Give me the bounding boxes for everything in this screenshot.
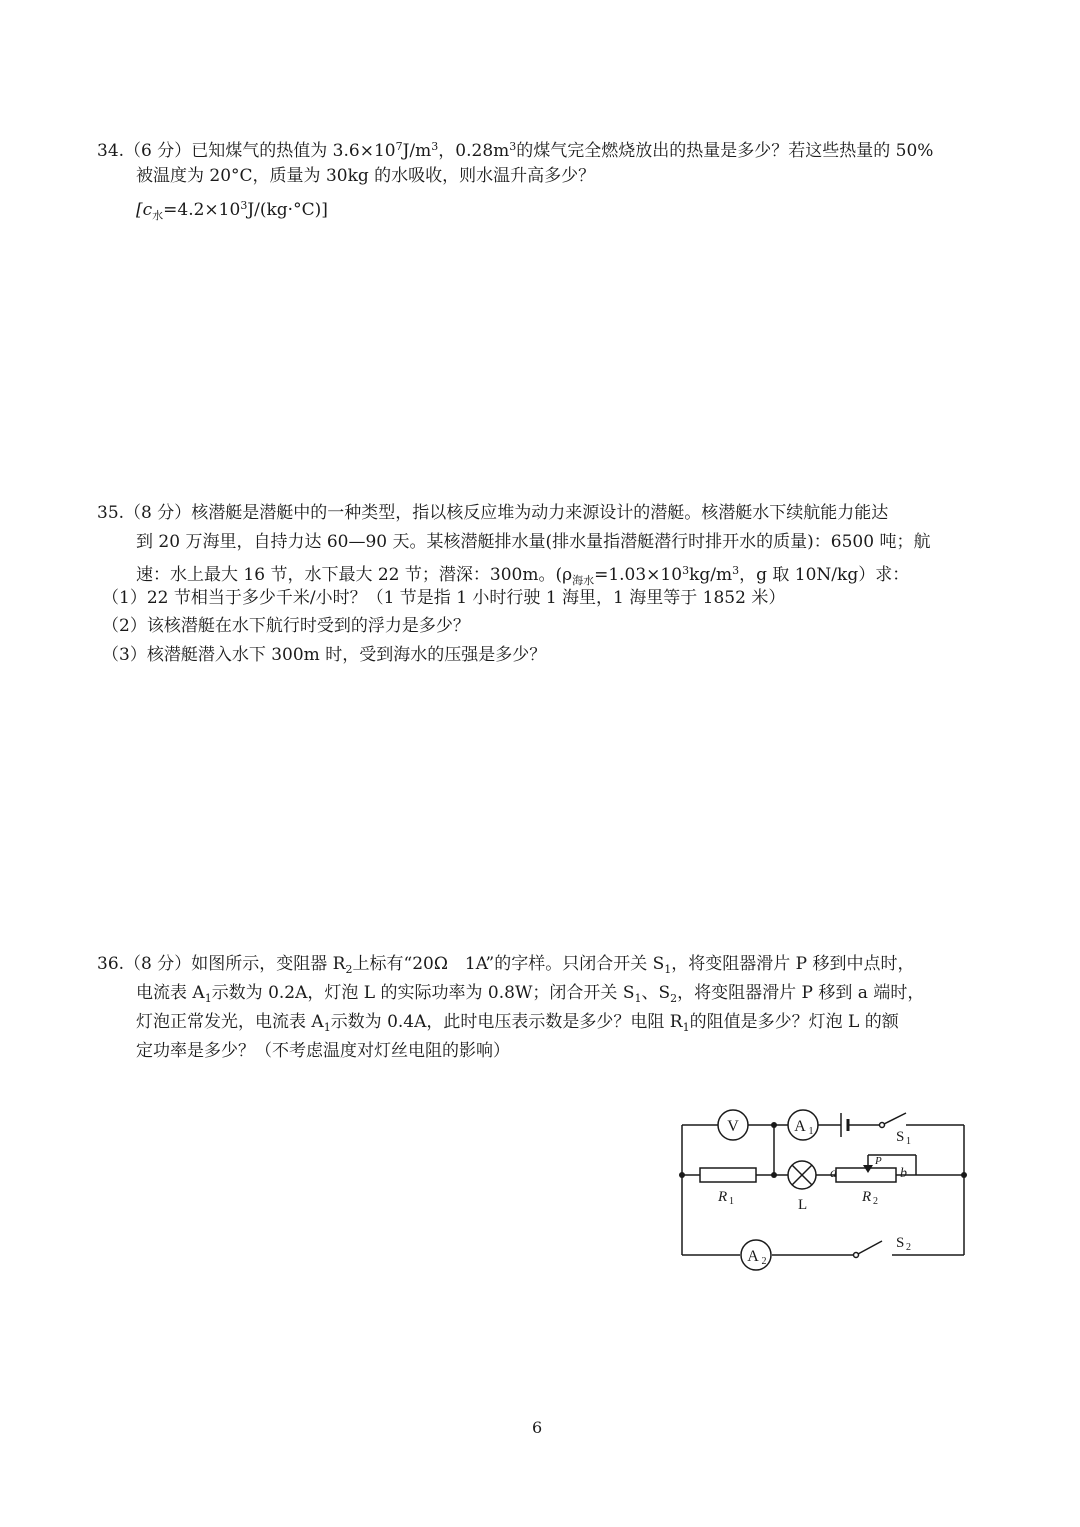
lamp-l: [788, 1161, 816, 1213]
q34-number: 34.: [97, 141, 125, 161]
svg-text:L: L: [798, 1197, 808, 1213]
svg-text:1: 1: [729, 1196, 734, 1207]
svg-text:V: V: [727, 1118, 739, 1135]
svg-text:A: A: [794, 1118, 806, 1135]
circuit-diagram: [670, 1105, 970, 1285]
ammeter-a2: [741, 1240, 771, 1270]
q34-line-1: 34.（6 分）已知煤气的热值为 $3.6\times 10^7J/m^3$，$0.28m^3$的煤气完全燃烧放出的热量是多少？若这些热量的 50%: [97, 140, 934, 161]
svg-text:2: 2: [873, 1196, 878, 1207]
svg-text:R: R: [862, 1189, 872, 1205]
q35-sub-2: （2）该核潜艇在水下航行时受到的浮力是多少？: [102, 616, 470, 636]
q35-sub-3: （3）核潜艇潜入水下 300m 时，受到海水的压强是多少？: [102, 645, 547, 665]
svg-text:S: S: [896, 1129, 905, 1145]
q35-score: （8 分）: [124, 503, 192, 523]
switch-s1: [880, 1113, 912, 1147]
q36-line-3: 灯泡正常发光，电流表 $A_1$示数为 0.4A，此时电压表示数是多少？电阻 $R_1$的阻值是多少？灯泡 L 的额: [136, 1012, 899, 1034]
q35-line-3: 速：水上最大 16 节，水下最大 22 节；潜深：300m。($\rho_{海水}=1.03\times 10^3kg/m^3$，g 取 10N/kg）求：: [136, 564, 910, 587]
q35-sub-1: （1）22 节相当于多少千米/小时？（1 节是指 1 小时行驶 1 海里，1 海里等于 1852 米）: [102, 588, 786, 608]
svg-text:S: S: [896, 1235, 905, 1251]
svg-text:a: a: [830, 1166, 837, 1181]
q35-line-1: 35.（8 分）核潜艇是潜艇中的一种类型，指以核反应堆为动力来源设计的潜艇。核潜艇水下续航能力能达: [97, 503, 889, 523]
svg-text:P: P: [875, 1155, 882, 1167]
q34-line-3: $[c_水=4.2\times 10^3J/(kg\cdot^\circ C)]$: [136, 199, 328, 222]
q36-line-2: 电流表 $A_1$示数为 0.2A，灯泡 L 的实际功率为 0.8W；闭合开关 $S_1$、$S_2$，将变阻器滑片 P 移到 a 端时，: [136, 983, 925, 1005]
voltmeter: [718, 1110, 748, 1140]
resistor-r1: [700, 1168, 756, 1207]
svg-text:1: 1: [808, 1126, 814, 1137]
svg-text:A: A: [747, 1248, 759, 1265]
q36-number: 36.: [97, 954, 125, 974]
q36-line-1: 36.（8 分）如图所示，变阻器 $R_2$上标有“20Ω 1A”的字样。只闭合开关 $S_1$，将变阻器滑片 P 移到中点时，: [97, 954, 915, 976]
page-number: 6: [532, 1418, 543, 1437]
q36-score: （8 分）: [124, 954, 192, 974]
q34-score: （6 分）: [124, 141, 192, 161]
battery: [841, 1113, 848, 1137]
q36-line-4: 定功率是多少？（不考虑温度对灯丝电阻的影响）: [136, 1041, 510, 1061]
ammeter-a1: [788, 1110, 818, 1140]
svg-text:R: R: [718, 1189, 728, 1205]
q35-number: 35.: [97, 503, 125, 523]
switch-s2: [854, 1235, 912, 1258]
svg-text:2: 2: [761, 1256, 767, 1267]
q35-line-2: 到 20 万海里，自持力达 60—90 天。某核潜艇排水量(排水量指潜艇潜行时排开水的质量)：6500 吨；航: [136, 532, 931, 552]
svg-text:1: 1: [906, 1136, 911, 1147]
svg-text:b: b: [900, 1166, 907, 1181]
q34-line-2: 被温度为 20°C，质量为 30kg 的水吸收，则水温升高多少？: [136, 166, 596, 186]
svg-text:2: 2: [906, 1242, 911, 1253]
